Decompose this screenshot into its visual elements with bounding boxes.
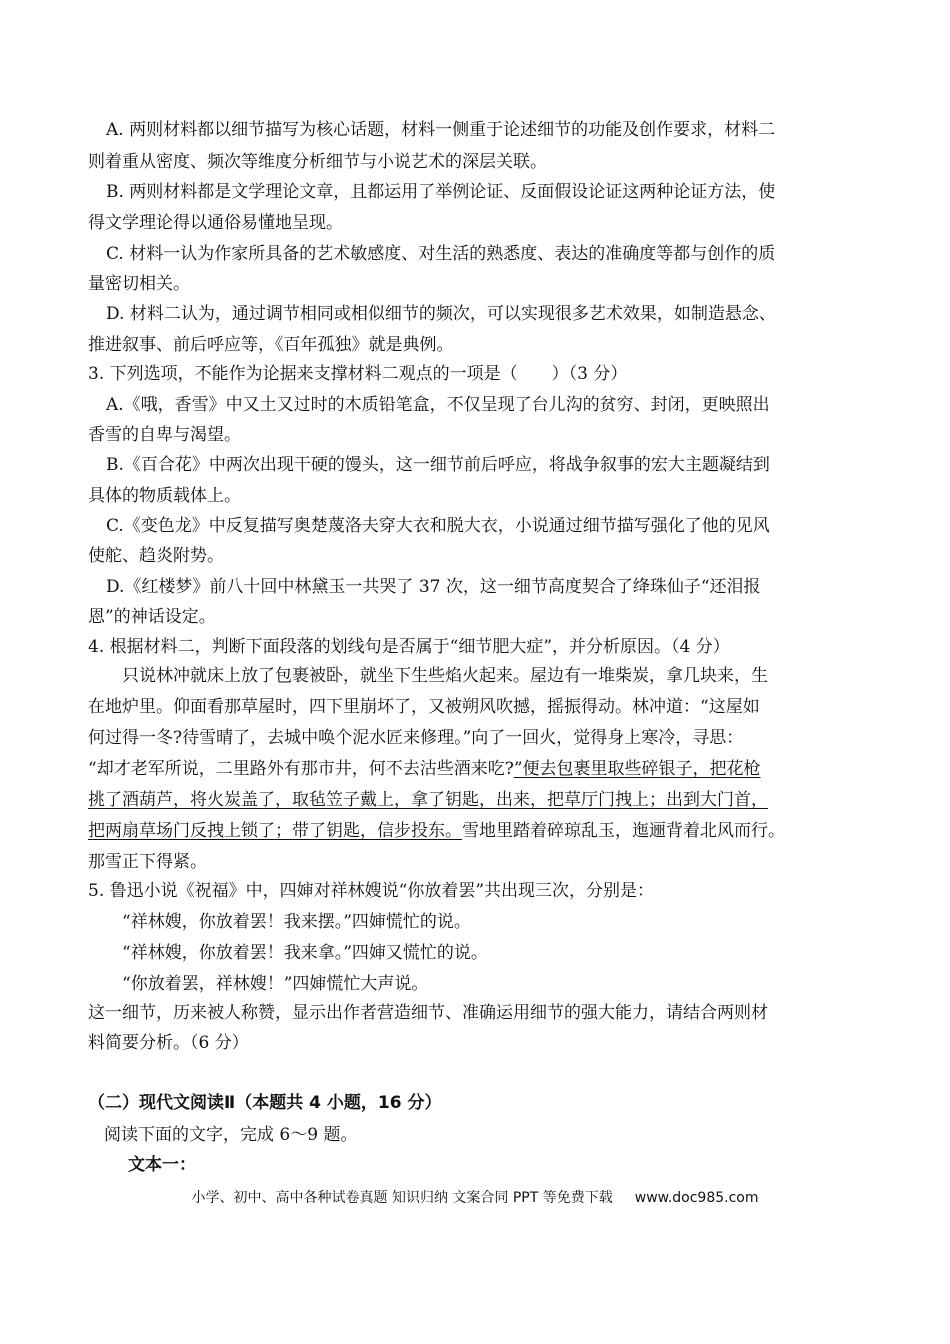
section-2-instruction: 阅读下面的文字，完成 6～9 题。: [104, 1125, 358, 1145]
q3-option-c-line1: C.《变色龙》中反复描写奥楚蔑洛夫穿大衣和脱大衣，小说通过细节描写强化了他的见风: [106, 516, 770, 536]
q2-option-a-line1: A. 两则材料都以细节描写为核心话题，材料一侧重于论述细节的功能及创作要求，材料二: [106, 120, 776, 140]
q5-quote-1: “祥林嫂，你放着罢！我来摆。”四婶慌忙的说。: [122, 912, 471, 932]
q5-task-line2: 料简要分析。（6 分）: [88, 1033, 249, 1053]
q4-underlined-sentence-end: 把两扇草场门反拽上锁了；带了钥匙，信步投东。: [88, 821, 462, 841]
page-footer: [0, 1188, 950, 1208]
q3-option-d-line1: D.《红楼梦》前八十回中林黛玉一共哭了 37 次，这一细节高度契合了绛珠仙子“还泪报: [106, 577, 761, 597]
q3-option-a-line2: 香雪的自卑与渴望。: [88, 425, 241, 445]
q4-passage-line1: 只说林冲就床上放了包裹被卧，就坐下生些焰火起来。屋边有一堆柴炭，拿几块来，生: [122, 666, 768, 686]
q2-option-d-line2: 推进叙事、前后呼应等，《百年孤独》就是典例。: [88, 335, 454, 355]
q2-option-c-line2: 量密切相关。: [88, 274, 190, 294]
q4-underlined-sentence-middle: 挑了酒葫芦，将火炭盖了，取毡笠子戴上，拿了钥匙，出来，把草厅门拽上；出到大门首，: [88, 790, 768, 810]
q4-passage-line7: 那雪正下得紧。: [88, 852, 207, 872]
q2-option-c-line1: C. 材料一认为作家所具备的艺术敏感度、对生活的熟悉度、表达的准确度等都与创作的质: [106, 244, 776, 264]
q4-passage-line2: 在地炉里。仰面看那草屋时，四下里崩坏了，又被朔风吹撼，摇振得动。林冲道：“这屋如: [88, 697, 760, 717]
q3-option-c-line2: 使舵、趋炎附势。: [88, 546, 224, 566]
q4-passage-line4-plain: “却才老军所说，二里路外有那市井，何不去沽些酒来吃?: [88, 759, 514, 779]
q5-quote-2: “祥林嫂，你放着罢！我来拿。”四婶又慌忙的说。: [122, 943, 488, 963]
q2-option-b-line2: 得文学理论得以通俗易懂地呈现。: [88, 213, 343, 233]
q5-task-line1: 这一细节，历来被人称赞，显示出作者营造细节、准确运用细节的强大能力，请结合两则材: [88, 1003, 768, 1023]
q4-underlined-sentence-start: ”便去包裹里取些碎银子，把花枪: [513, 759, 761, 779]
q3-stem: 3. 下列选项，不能作为论据来支撑材料二观点的一项是（ ）（3 分）: [88, 364, 628, 384]
q3-option-b-line1: B.《百合花》中两次出现干硬的馒头，这一细节前后呼应，将战争叙事的宏大主题凝结到: [106, 455, 770, 475]
section-2-title: （二）现代文阅读Ⅱ（本题共 4 小题，16 分）: [88, 1093, 442, 1113]
q3-option-a-line1: A.《哦，香雪》中又土又过时的木质铅笔盒，不仅呈现了台儿沟的贫穷、封闭，更映照出: [106, 395, 770, 415]
q3-option-d-line2: 恩”的神话设定。: [88, 607, 216, 627]
q4-stem: 4. 根据材料二，判断下面段落的划线句是否属于“细节肥大症”，并分析原因。（4 分）: [88, 637, 730, 657]
q4-passage-line6-plain: 雪地里踏着碎琼乱玉，迤逦背着北风而行。: [462, 821, 785, 841]
q4-passage-line4: [88, 757, 761, 781]
q2-option-a-line2: 则着重从密度、频次等维度分析细节与小说艺术的深层关联。: [88, 152, 547, 172]
q3-option-b-line2: 具体的物质载体上。: [88, 486, 241, 506]
q5-stem: 5. 鲁迅小说《祝福》中，四婶对祥林嫂说“你放着罢”共出现三次，分别是：: [88, 881, 655, 901]
q4-passage-line3: 何过得一冬?待雪晴了，去城中唤个泥水匠来修理。”向了一回火，觉得身上寒冷，寻思：: [88, 728, 744, 748]
footer-text: 小学、初中、高中各种试卷真题 知识归纳 文案合同 PPT 等免费下载: [191, 1190, 613, 1206]
footer-url[interactable]: www.doc985.com: [634, 1190, 759, 1206]
q2-option-b-line1: B. 两则材料都是文学理论文章，且都运用了举例论证、反面假设论证这两种论证方法，使: [106, 182, 776, 202]
q5-quote-3: “你放着罢，祥林嫂！”四婶慌忙大声说。: [122, 974, 429, 994]
q2-option-d-line1: D. 材料二认为，通过调节相同或相似细节的频次，可以实现很多艺术效果，如制造悬念、: [106, 304, 776, 324]
text-one-label: 文本一：: [128, 1155, 196, 1175]
q4-passage-line6: [88, 819, 785, 843]
